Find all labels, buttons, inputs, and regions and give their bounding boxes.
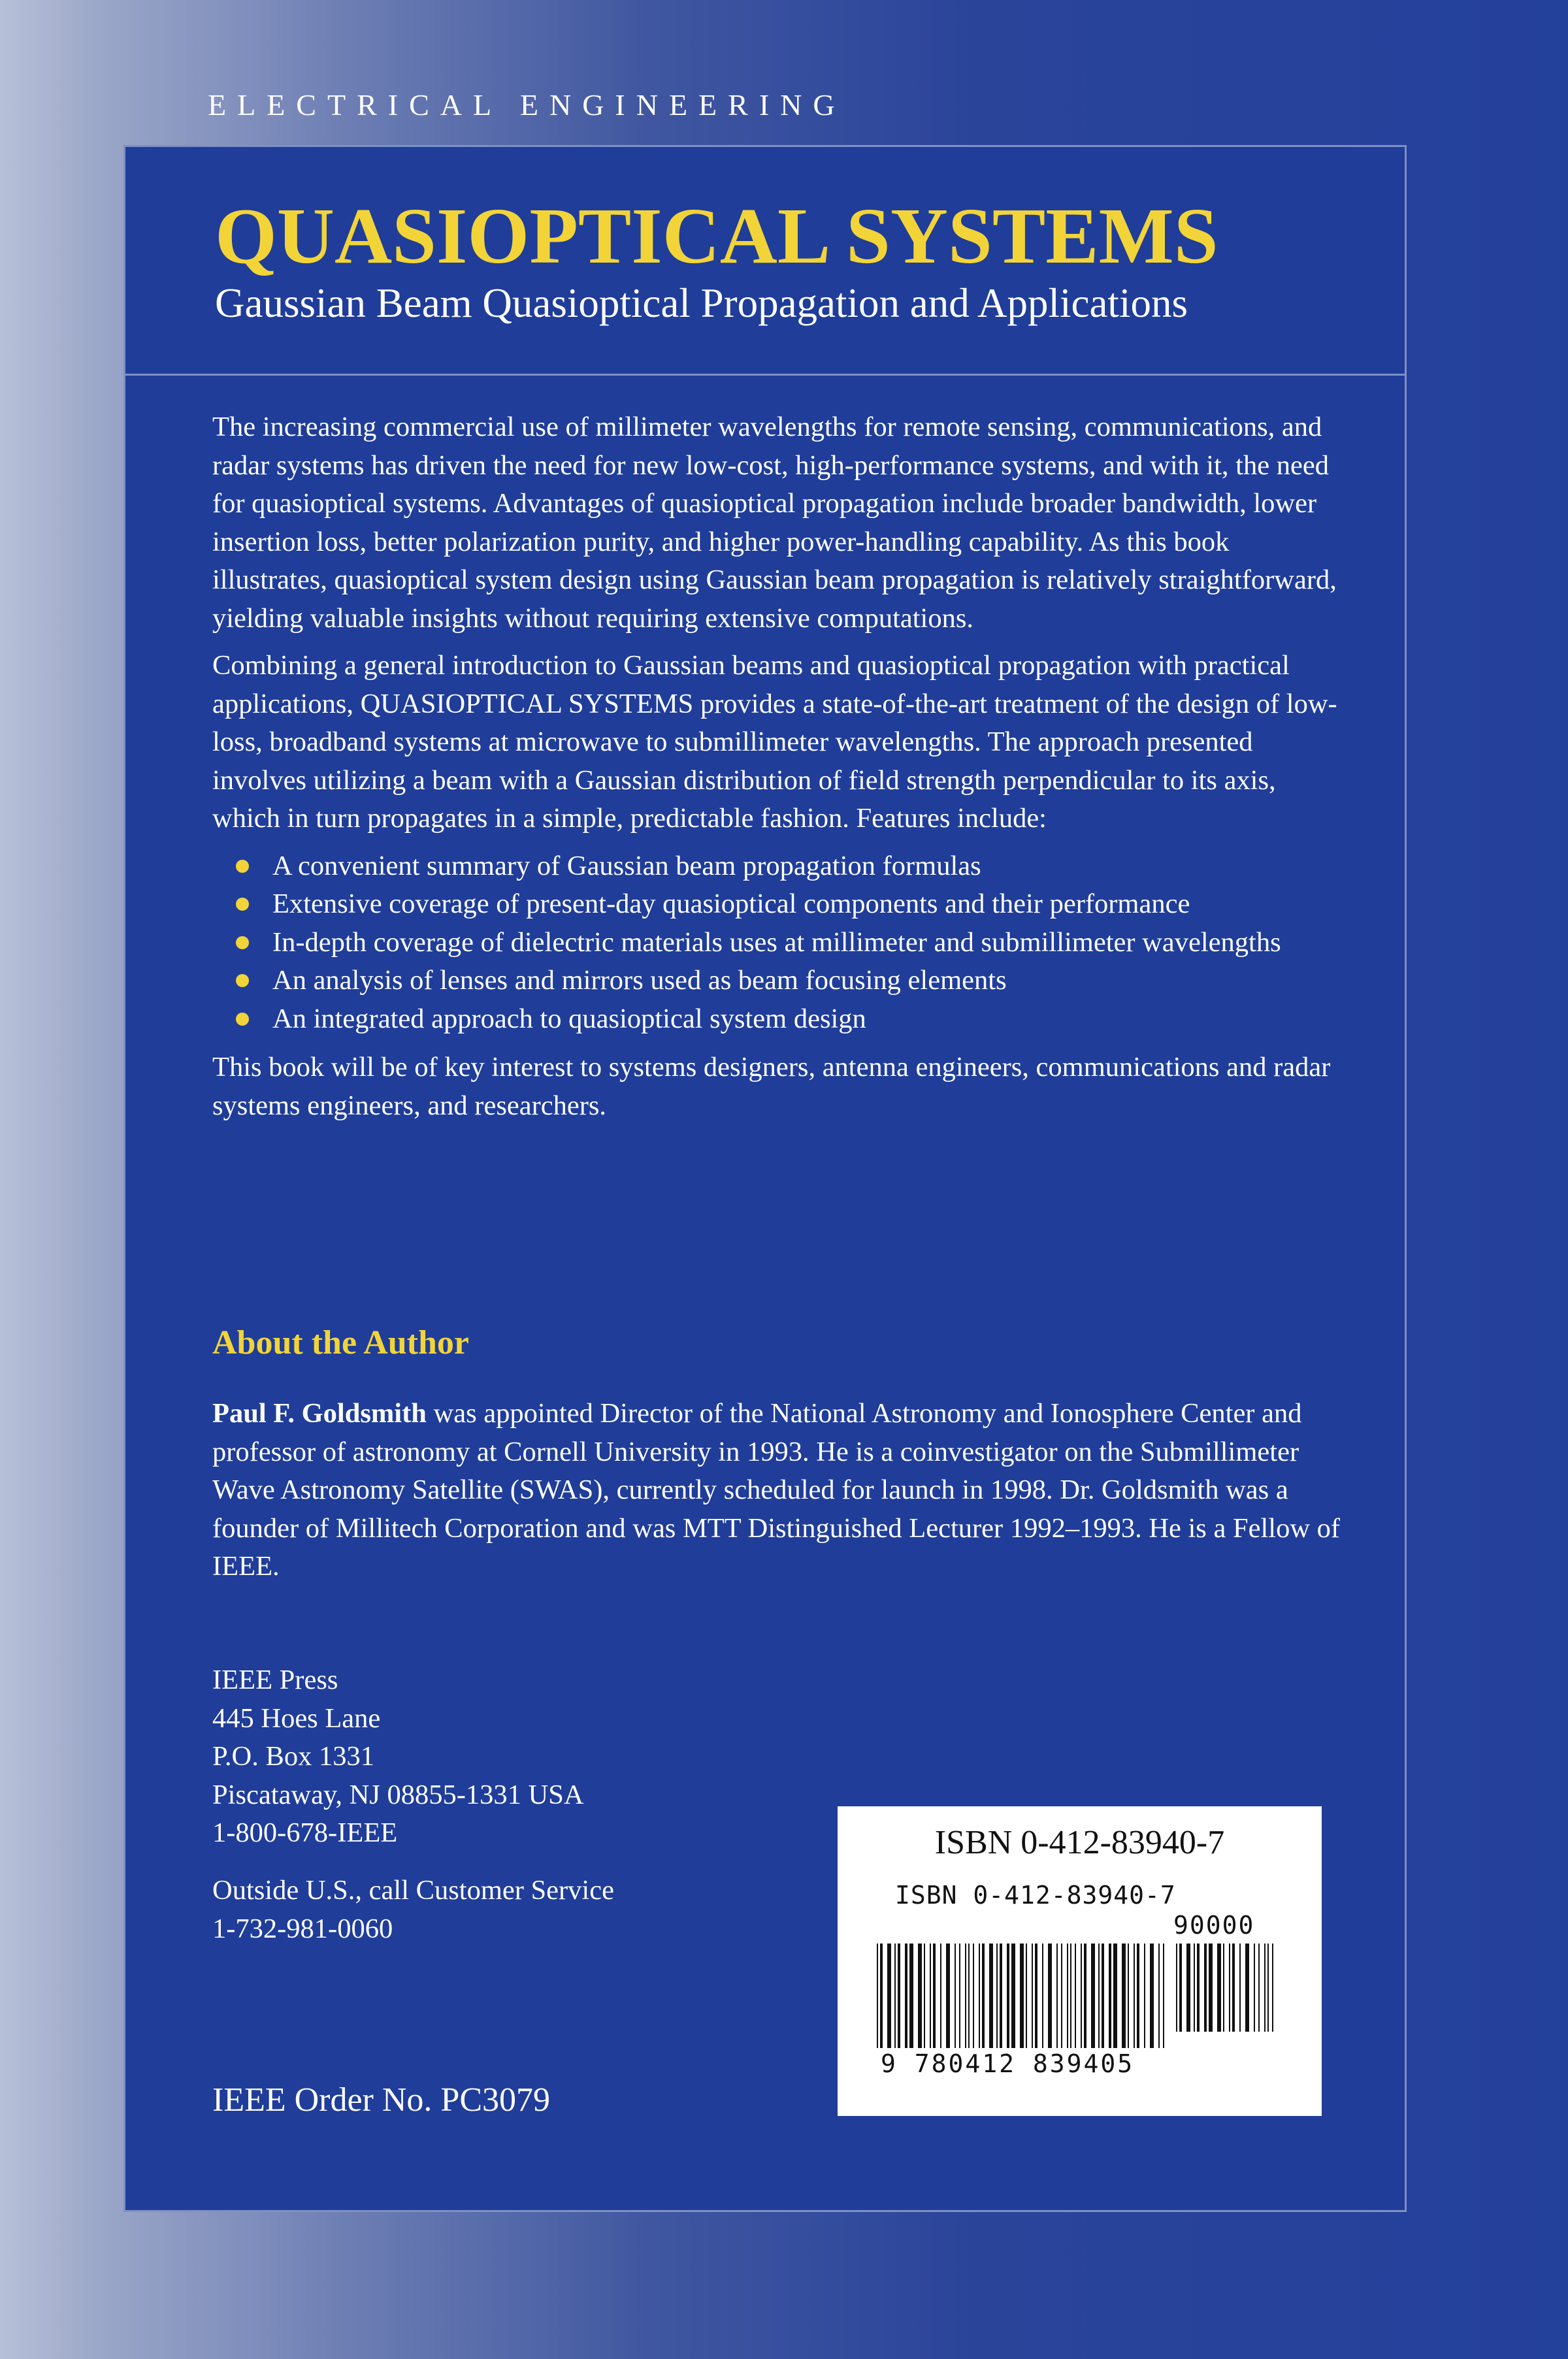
description-paragraph-1: The increasing commercial use of millimeter wavelengths for remote sensing, communications, and radar systems has driven the need for new low-cost, high-performance systems, and with it, the need for quasioptical systems. Advantages of quasioptical propagation include broader bandwidth, lower insertion loss, better polarization purity, and higher power-handling capability. As this book illustrates, quasioptical system design using Gaussian beam propagation is relatively straightforward, yielding valuable insights without requiring extensive computations. (212, 412, 1337, 634)
barcode-bar (1061, 1944, 1062, 2048)
barcode-bar (1158, 1944, 1160, 2048)
bullet-icon (236, 1013, 249, 1026)
barcode-bar (940, 1944, 941, 2048)
barcode-bar (1267, 1944, 1269, 2032)
title-box (125, 147, 1405, 376)
barcode-bar (1150, 1944, 1154, 2048)
description-paragraph-3: This book will be of key interest to systems designers, antenna engineers, communications and radar systems engineers, and researchers. (212, 1052, 1331, 1121)
barcode-bar (1245, 1944, 1249, 2032)
barcode-bar (930, 1944, 931, 2048)
barcode-bar (924, 1944, 925, 2048)
feature-item (272, 962, 1349, 1000)
barcode-bar (1229, 1944, 1230, 2032)
cover-panel (123, 145, 1407, 2212)
feature-text: Extensive coverage of present-day quasioptical components and their performance (272, 888, 1190, 919)
barcode-bar (1122, 1944, 1126, 2048)
barcode-bar (1070, 1944, 1071, 2048)
barcode-bar (1258, 1944, 1260, 2032)
feature-text: An integrated approach to quasioptical system design (272, 1003, 866, 1034)
barcode-bar (877, 1944, 878, 2048)
feature-item (272, 847, 1349, 886)
barcode-bar (1026, 1944, 1027, 2048)
barcode-bar (887, 1944, 891, 2048)
description (212, 408, 1349, 1134)
barcode-bar (1254, 1944, 1255, 2032)
barcode-bar (1007, 1944, 1009, 2048)
book-subtitle: Gaussian Beam Quasioptical Propagation and Applications (215, 280, 1188, 326)
barcode-bar (1056, 1944, 1058, 2048)
outside-us-label: Outside U.S., call Customer Service (212, 1875, 614, 1906)
barcode-bar (1042, 1944, 1043, 2048)
barcode-bar (1204, 1944, 1207, 2032)
barcode-bar (968, 1944, 970, 2048)
series-label: ELECTRICAL ENGINEERING (208, 88, 846, 122)
feature-item (272, 885, 1349, 924)
barcode-bar (1163, 1944, 1164, 2048)
barcode-bar (1113, 1944, 1117, 2048)
barcode-bar (918, 1944, 922, 2048)
barcode-bar (1075, 1944, 1076, 2048)
barcode-bar (959, 1944, 960, 2048)
barcode-bar (996, 1944, 998, 2048)
feature-item (272, 1000, 1349, 1039)
barcode-bar (1128, 1944, 1129, 2048)
barcode-bar (955, 1944, 956, 2048)
barcode-bar (1011, 1944, 1015, 2048)
barcode-bar (898, 1944, 900, 2048)
author-name: Paul F. Goldsmith (212, 1398, 427, 1429)
barcode-bar (973, 1944, 974, 2048)
barcode-bar (1067, 1944, 1068, 2048)
bullet-icon (236, 860, 249, 873)
author-bio-text: was appointed Director of the National Astronomy and Ionosphere Center and professor of astronomy at Cornell University in 1993. He is a coinvestigator on the Submillimeter Wave Astronomy Satellite (SWAS), currently scheduled for launch in 1998. Dr. Goldsmith was a founder of Millitech Corporation and was MTT Distinguished Lecturer 1992–1993. He is a Fellow of IEEE. (212, 1398, 1341, 1582)
barcode-bar (1102, 1944, 1104, 2048)
barcode-bar (1197, 1944, 1200, 2032)
author-bio (212, 1395, 1349, 1586)
publisher-address (212, 1661, 584, 1853)
ean-digits: 9 780412 839405 (881, 2049, 1135, 2078)
price-code: 90000 (1173, 1911, 1255, 1940)
barcode-bar (933, 1944, 936, 2048)
barcode-bar (1091, 1944, 1095, 2048)
book-title: QUASIOPTICAL SYSTEMS (215, 192, 1218, 280)
barcode-bar (880, 1944, 883, 2048)
barcode-bar (989, 1944, 993, 2048)
barcode-bar (1223, 1944, 1224, 2032)
barcode-bar (894, 1944, 896, 2048)
barcode-bar (965, 1944, 966, 2048)
barcode-bar (1032, 1944, 1033, 2048)
barcode-bar (982, 1944, 985, 2048)
barcode-bar (1098, 1944, 1100, 2048)
barcode-bar (1084, 1944, 1086, 2048)
publisher-po-box: P.O. Box 1331 (212, 1741, 374, 1772)
publisher-name: IEEE Press (212, 1665, 338, 1695)
publisher-street: 445 Hoes Lane (212, 1702, 381, 1734)
outside-us-phone: 1-732-981-0060 (212, 1913, 393, 1944)
barcode-bar (1048, 1944, 1052, 2048)
about-author-heading: About the Author (212, 1324, 469, 1361)
barcode-bar (909, 1944, 913, 2048)
isbn-small-label: ISBN 0-412-83940-7 (895, 1881, 1176, 1910)
barcode-bar (1109, 1944, 1111, 2048)
barcode-bar (1081, 1944, 1082, 2048)
isbn-label: ISBN 0-412-83940-7 (934, 1824, 1225, 1861)
barcode-bar (1134, 1944, 1135, 2048)
barcode-bar (1239, 1944, 1241, 2032)
bullet-icon (236, 936, 249, 949)
description-paragraph-2: Combining a general introduction to Gaussian beams and quasioptical propagation with practical applications, QUASIOPTICAL SYSTEMS provides a state-of-the-art treatment of the design of low-loss, broadband systems at microwave to submillimeter wavelengths. The approach presented involves utilizing a beam with a Gaussian distribution of field strength perpendicular to its axis, which in turn propagates in a simple, predictable fashion. Features include: (212, 650, 1337, 834)
features-list (212, 847, 1349, 1039)
barcode-bar (1000, 1944, 1002, 2048)
outside-us-contact (212, 1872, 614, 1948)
barcode-bar (1264, 1944, 1266, 2032)
barcode-bar (1035, 1944, 1037, 2048)
barcode-bar (905, 1944, 907, 2048)
barcode-bar (1194, 1944, 1195, 2032)
barcode-bar (1209, 1944, 1213, 2032)
barcode-bar (946, 1944, 950, 2048)
feature-text: In-depth coverage of dielectric materials uses at millimeter and submillimeter wavelengths (272, 926, 1281, 958)
barcode-icon (877, 1944, 1282, 2051)
isbn-barcode-box (838, 1806, 1322, 2116)
feature-item (272, 924, 1349, 962)
bullet-icon (236, 898, 249, 911)
barcode-bar (1232, 1944, 1235, 2032)
barcode-bar (1217, 1944, 1221, 2032)
order-number: IEEE Order No. PC3079 (212, 2081, 551, 2119)
barcode-bar (1179, 1944, 1182, 2032)
feature-text: An analysis of lenses and mirrors used as beam focusing elements (272, 965, 1007, 996)
barcode-bar (1137, 1944, 1139, 2048)
publisher-city: Piscataway, NJ 08855-1331 USA (212, 1779, 584, 1810)
barcode-bar (1020, 1944, 1024, 2048)
barcode-bar (1186, 1944, 1190, 2032)
feature-text: A convenient summary of Gaussian beam propagation formulas (272, 850, 981, 881)
barcode-bar (1272, 1944, 1273, 2032)
barcode-bar (1176, 1944, 1177, 2032)
barcode-bar (979, 1944, 980, 2048)
bullet-icon (236, 974, 249, 987)
publisher-phone: 1-800-678-IEEE (212, 1817, 398, 1848)
barcode-bar (1144, 1944, 1145, 2048)
